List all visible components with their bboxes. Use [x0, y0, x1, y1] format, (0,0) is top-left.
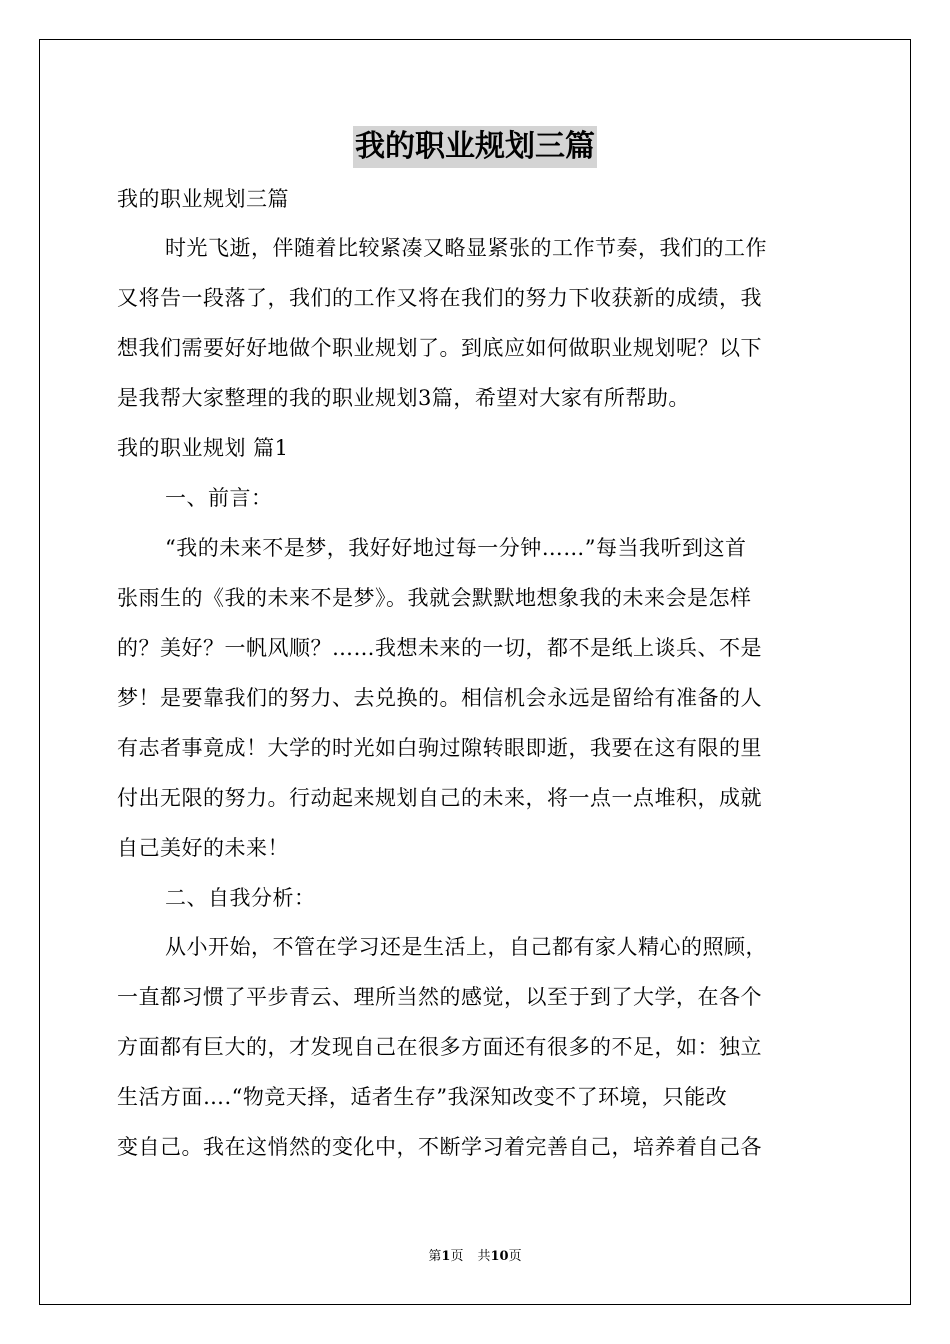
paragraph-line: 张雨生的《我的未来不是梦》。我就会默默地想象我的未来会是怎样: [117, 586, 752, 610]
paragraph-line: 方面都有巨大的，才发现自己在很多方面还有很多的不足，如：独立: [117, 1035, 762, 1059]
paragraph-line: 一直都习惯了平步青云、理所当然的感觉，以至于到了大学，在各个: [117, 985, 762, 1009]
footer-page-suffix: 页: [450, 1249, 464, 1264]
subsection-heading: 一、前言：: [165, 486, 273, 510]
page-border: [39, 39, 911, 1305]
paragraph-line: 想我们需要好好地做个职业规划了。到底应如何做职业规划呢？以下: [117, 336, 762, 360]
paragraph-line: 有志者事竟成！大学的时光如白驹过隙转眼即逝，我要在这有限的里: [117, 736, 762, 760]
paragraph-line: 的？美好？一帆风顺？……我想未来的一切，都不是纸上谈兵、不是: [117, 636, 762, 660]
footer-total-suffix: 页: [508, 1249, 522, 1264]
footer-page-prefix: 第: [428, 1249, 442, 1264]
paragraph-line: 付出无限的努力。行动起来规划自己的未来，将一点一点堆积，成就: [117, 786, 762, 810]
subtitle-line: 我的职业规划三篇: [117, 187, 289, 211]
footer-page-total: 10: [490, 1249, 509, 1264]
footer-page-current: 1: [441, 1249, 451, 1264]
paragraph-line: 生活方面….“物竞天择，适者生存”我深知改变不了环境，只能改: [117, 1085, 728, 1109]
document-title: 我的职业规划三篇: [353, 126, 597, 168]
paragraph-line: “我的未来不是梦，我好好地过每一分钟……”每当我听到这首: [165, 536, 747, 560]
section-heading: 我的职业规划 篇1: [117, 436, 289, 460]
paragraph-line: 变自己。我在这悄然的变化中，不断学习着完善自己，培养着自己各: [117, 1135, 762, 1159]
page-footer: [0, 1248, 950, 1266]
subsection-heading: 二、自我分析：: [165, 886, 316, 910]
paragraph-line: 自己美好的未来！: [117, 836, 289, 860]
paragraph-line: 梦！是要靠我们的努力、去兑换的。相信机会永远是留给有准备的人: [117, 686, 762, 710]
paragraph-line: 又将告一段落了，我们的工作又将在我们的努力下收获新的成绩，我: [117, 286, 762, 310]
paragraph-line: 从小开始，不管在学习还是生活上，自己都有家人精心的照顾，: [165, 935, 767, 959]
paragraph-line: 是我帮大家整理的我的职业规划3篇，希望对大家有所帮助。: [117, 386, 690, 410]
title-container: [0, 126, 950, 168]
footer-total-prefix: 共: [477, 1249, 491, 1264]
paragraph-line: 时光飞逝，伴随着比较紧凑又略显紧张的工作节奏，我们的工作: [165, 236, 767, 260]
